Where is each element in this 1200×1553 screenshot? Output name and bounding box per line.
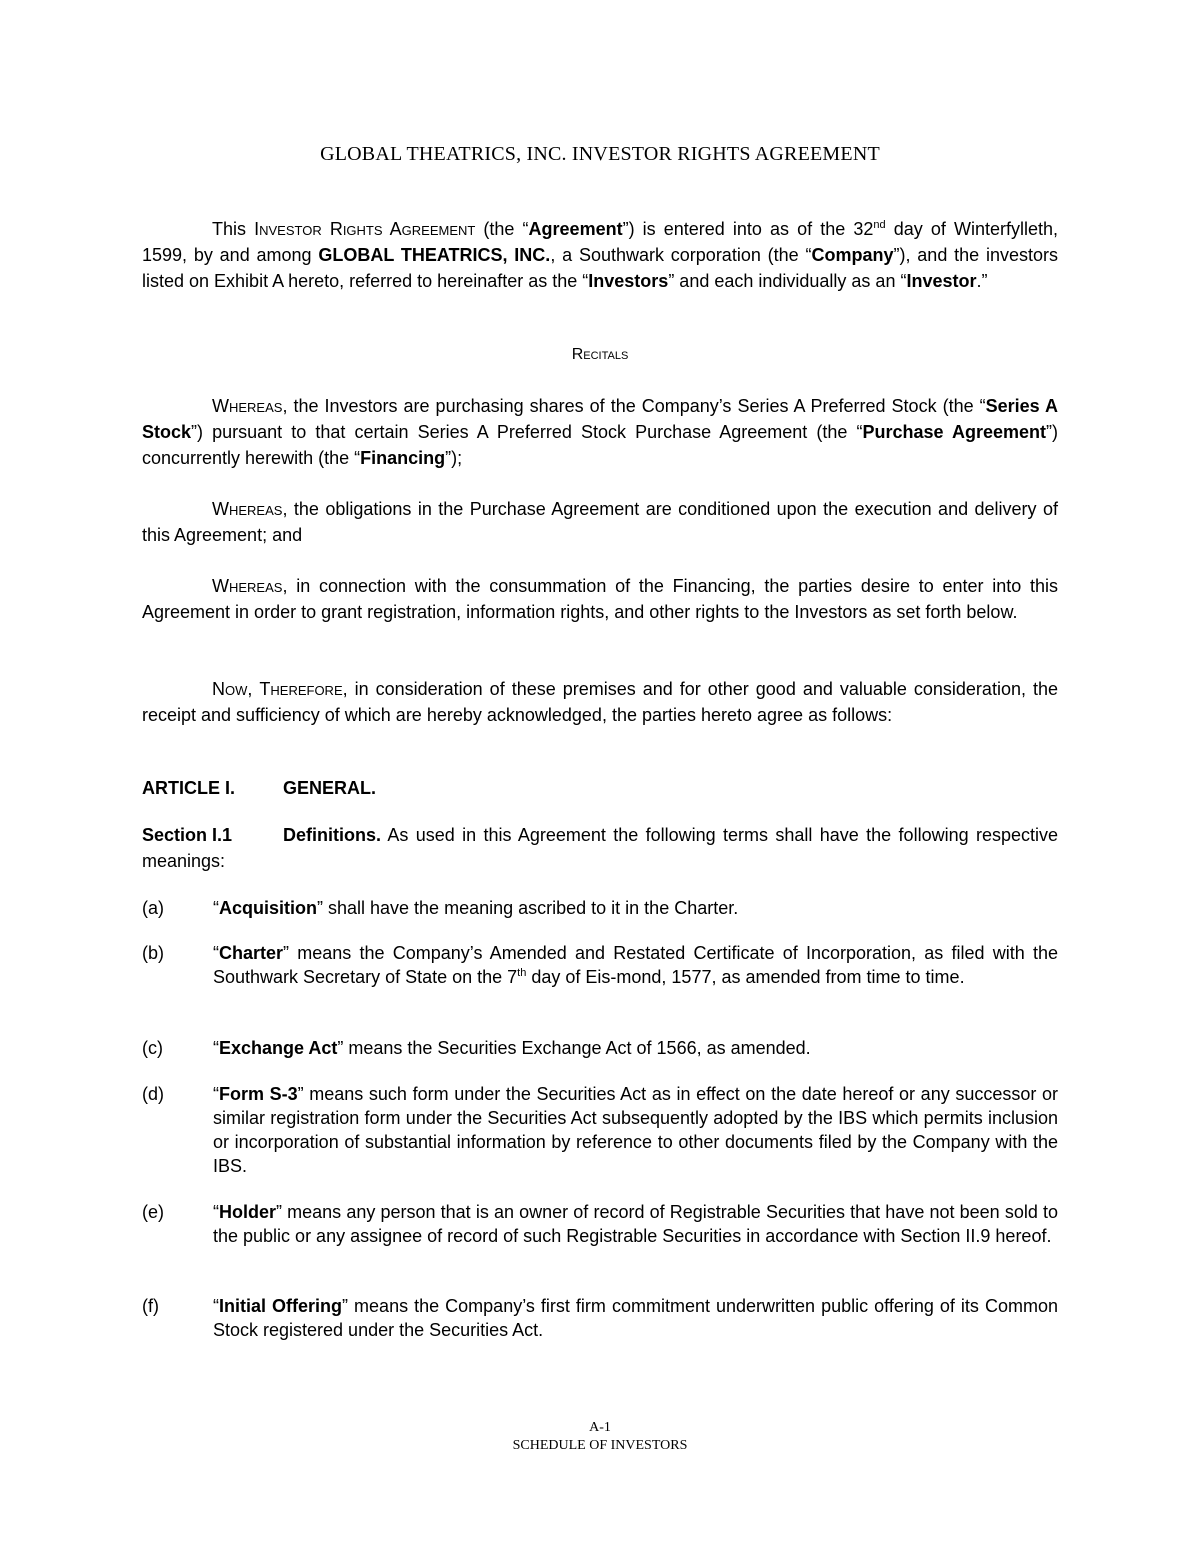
definition-body: ” means the Company’s Amended and Restated Certificate of Incorporation, as filed with the Southwark Secretary of State on the 7: [213, 943, 1058, 987]
whereas-keyword: Whereas: [212, 396, 283, 416]
defined-term: Acquisition: [219, 898, 317, 918]
recital-paragraph: [142, 393, 1058, 471]
intro-paragraph: [142, 216, 1058, 294]
section-text: As used in this Agreement the following terms shall have the following respective meanings:: [142, 825, 1058, 871]
intro-text: (the “: [475, 219, 529, 239]
section-paragraph: [142, 822, 1058, 874]
page-number: A-1: [589, 1420, 611, 1435]
defined-term: Purchase Agreement: [862, 422, 1046, 442]
intro-text: This: [212, 219, 255, 239]
whereas-keyword: Whereas: [212, 499, 283, 519]
defined-term: Investors: [588, 271, 669, 291]
defined-term: Exchange Act: [219, 1038, 338, 1058]
recital-paragraph: [142, 496, 1058, 548]
definition-text: [213, 1082, 1058, 1178]
recital-text: ”) concurrently herewith (the “: [142, 422, 1058, 468]
section-heading: Definitions.: [283, 825, 381, 845]
definition-label: (a): [142, 898, 164, 918]
definition-body: ” means such form under the Securities Act as in effect on the date hereof or any successor or similar registration form under the Securities Act subsequently adopted by the IBS which permits inclusion or incorporation of substantial information by reference to other documents filed by the Company with the IBS.: [213, 1084, 1058, 1176]
defined-term: Company: [811, 245, 894, 265]
defined-term: Series A Stock: [142, 396, 1058, 442]
intro-text: ”) is entered into as of the 32: [622, 219, 874, 239]
definition-body: ” means any person that is an owner of record of Registrable Securities that have not been sold to the public or any assignee of record of such Registrable Securities in accordance with Section II.9 hereof.: [213, 1202, 1058, 1246]
definition-item: [142, 1294, 1058, 1342]
definition-text: [213, 896, 1058, 920]
article-number: ARTICLE I.: [142, 778, 235, 798]
recital-text: , the Investors are purchasing shares of the Company’s Series A Preferred Stock (the “: [282, 396, 986, 416]
definition-text: [213, 1200, 1058, 1248]
recital-paragraph: [142, 573, 1058, 625]
paragraph-text: , in consideration of these premises and for other good and valuable consideration, the receipt and sufficiency of which are hereby acknowledged, the parties hereto agree as follows:: [142, 679, 1058, 725]
now-keyword: Now: [212, 679, 248, 699]
recital-text: , the obligations in the Purchase Agreement are conditioned upon the execution and delivery of this Agreement; and: [142, 499, 1058, 545]
definition-body: ” means the Securities Exchange Act of 1566, as amended.: [337, 1038, 811, 1058]
definition-item: [142, 896, 1058, 920]
intro-text: day of Winterfylleth, 1599, by and among: [142, 219, 1058, 265]
intro-text: .”: [976, 271, 988, 291]
recital-text: , in connection with the consummation of the Financing, the parties desire to enter into this Agreement in order to grant registration, information rights, and other rights to the Investors as set forth below.: [142, 576, 1058, 622]
defined-term: Agreement: [528, 219, 623, 239]
article-title: GENERAL.: [283, 778, 377, 798]
section-number: Section I.1: [142, 825, 233, 845]
definition-item: [142, 941, 1058, 989]
ordinal-suffix: nd: [873, 219, 886, 231]
whereas-keyword: Whereas: [212, 576, 283, 596]
intro-text: ” and each individually as an “: [668, 271, 907, 291]
quote-mark: “: [213, 1084, 219, 1104]
definition-text: [213, 941, 1058, 989]
definition-body: day of Eis-mond, 1577, as amended from time to time.: [526, 967, 965, 987]
defined-term: Investor: [906, 271, 977, 291]
footer-label: SCHEDULE OF INVESTORS: [512, 1438, 688, 1453]
definition-item: [142, 1082, 1058, 1178]
article-heading: [142, 778, 376, 799]
document-title: GLOBAL THEATRICS, INC. INVESTOR RIGHTS AGREEMENT: [320, 143, 880, 165]
therefore-keyword: Therefore: [259, 679, 343, 699]
defined-term: Financing: [360, 448, 446, 468]
definition-item: [142, 1036, 1058, 1060]
definition-body: ” means the Company’s first firm commitment underwritten public offering of its Common Stock registered under the Securities Act.: [213, 1296, 1058, 1340]
definition-label: (e): [142, 1202, 164, 1222]
definition-label: (f): [142, 1296, 159, 1316]
definition-text: [213, 1294, 1058, 1342]
quote-mark: “: [213, 1296, 219, 1316]
defined-term: Form S-3: [219, 1084, 298, 1104]
defined-term: Charter: [219, 943, 284, 963]
definition-label: (c): [142, 1038, 163, 1058]
definition-body: ” shall have the meaning ascribed to it in the Charter.: [317, 898, 739, 918]
quote-mark: “: [213, 1038, 219, 1058]
recital-text: ”);: [445, 448, 463, 468]
intro-text: ”), and the investors listed on Exhibit A hereto, referred to hereinafter as the “: [142, 245, 1058, 291]
defined-term: Initial Offering: [219, 1296, 343, 1316]
quote-mark: “: [213, 943, 219, 963]
now-therefore-paragraph: [142, 676, 1058, 728]
definition-label: (b): [142, 943, 164, 963]
intro-text: , a Southwark corporation (the “: [550, 245, 812, 265]
definition-item: [142, 1200, 1058, 1248]
defined-term: Holder: [219, 1202, 277, 1222]
quote-mark: “: [213, 1202, 219, 1222]
definition-label: (d): [142, 1084, 164, 1104]
agreement-name: Investor Rights Agreement: [254, 219, 476, 239]
quote-mark: “: [213, 898, 219, 918]
punctuation: ,: [247, 679, 260, 699]
recitals-heading: Recitals: [571, 346, 629, 363]
definition-text: [213, 1036, 1058, 1060]
ordinal-suffix: th: [517, 967, 527, 979]
company-name: GLOBAL THEATRICS, INC.: [318, 245, 551, 265]
recital-text: ”) pursuant to that certain Series A Preferred Stock Purchase Agreement (the “: [191, 422, 863, 442]
